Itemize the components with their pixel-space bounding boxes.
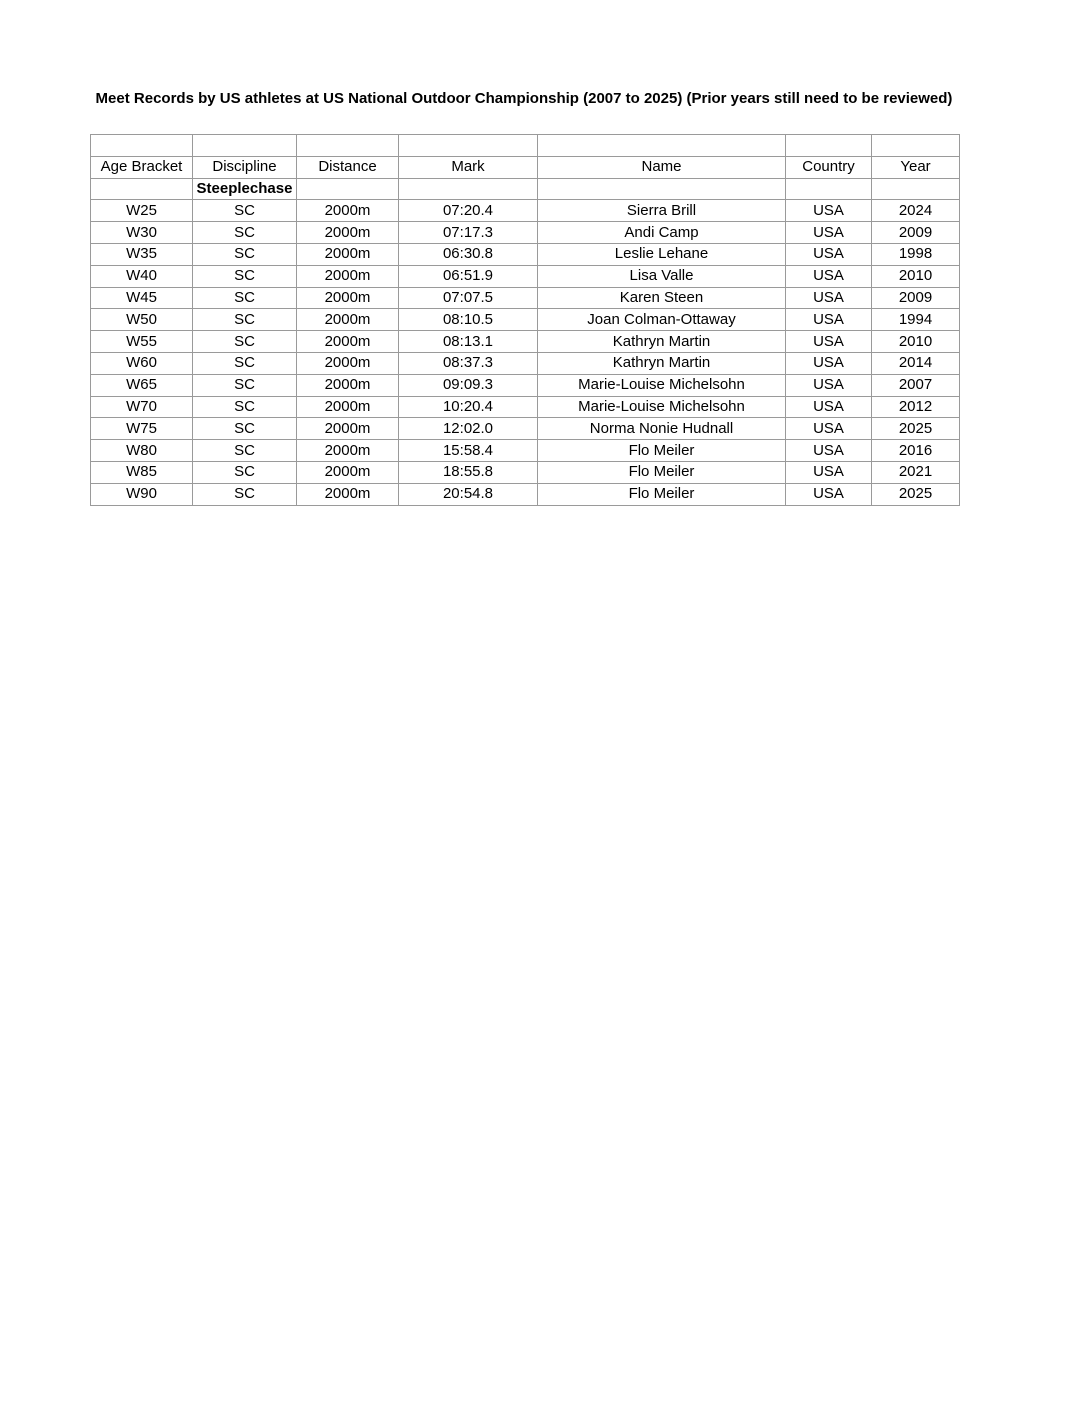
- cell-year: 2007: [872, 374, 960, 396]
- cell-age-bracket: W50: [91, 309, 193, 331]
- cell-mark: 08:13.1: [399, 331, 538, 353]
- table-row: [91, 461, 960, 483]
- cell-mark: 06:51.9: [399, 265, 538, 287]
- cell-mark: 08:37.3: [399, 352, 538, 374]
- cell-country: USA: [786, 309, 872, 331]
- cell-country: USA: [786, 331, 872, 353]
- records-table: [90, 134, 960, 506]
- table-row: [91, 309, 960, 331]
- cell-mark: 10:20.4: [399, 396, 538, 418]
- cell-year: 1998: [872, 243, 960, 265]
- table-row: [91, 374, 960, 396]
- cell-country: USA: [786, 374, 872, 396]
- cell-mark: 08:10.5: [399, 309, 538, 331]
- cell-athlete-name: Flo Meiler: [538, 483, 786, 505]
- table-row: [91, 200, 960, 222]
- cell-distance: 2000m: [297, 483, 399, 505]
- table-row: [91, 222, 960, 244]
- cell-mark: 15:58.4: [399, 440, 538, 462]
- cell-discipline: SC: [193, 440, 297, 462]
- table-row: [91, 396, 960, 418]
- cell-age-bracket: W85: [91, 461, 193, 483]
- cell-year: 2009: [872, 287, 960, 309]
- cell-year: 2010: [872, 265, 960, 287]
- cell-athlete-name: Lisa Valle: [538, 265, 786, 287]
- cell-discipline: SC: [193, 461, 297, 483]
- header-country: Country: [786, 156, 872, 178]
- cell-discipline: SC: [193, 287, 297, 309]
- cell-discipline: SC: [193, 265, 297, 287]
- cell-mark: 07:20.4: [399, 200, 538, 222]
- cell-country: USA: [786, 287, 872, 309]
- cell-discipline: SC: [193, 352, 297, 374]
- page-title: Meet Records by US athletes at US National Outdoor Championship (2007 to 2025) (Prior years still need to be reviewed): [95, 90, 953, 107]
- cell-age-bracket: W35: [91, 243, 193, 265]
- cell-discipline: SC: [193, 331, 297, 353]
- header-age-bracket: Age Bracket: [91, 156, 193, 178]
- blank-row: [91, 135, 960, 157]
- cell-year: 2016: [872, 440, 960, 462]
- cell-distance: 2000m: [297, 440, 399, 462]
- cell-mark: 07:17.3: [399, 222, 538, 244]
- cell-distance: 2000m: [297, 352, 399, 374]
- cell-year: 2009: [872, 222, 960, 244]
- cell-distance: 2000m: [297, 265, 399, 287]
- section-label: Steeplechase: [193, 178, 297, 200]
- cell-country: USA: [786, 222, 872, 244]
- table-row: [91, 265, 960, 287]
- cell-distance: 2000m: [297, 243, 399, 265]
- cell-age-bracket: W80: [91, 440, 193, 462]
- cell-year: 2025: [872, 483, 960, 505]
- cell-age-bracket: W65: [91, 374, 193, 396]
- cell-distance: 2000m: [297, 287, 399, 309]
- cell-country: USA: [786, 352, 872, 374]
- cell-discipline: SC: [193, 483, 297, 505]
- cell-country: USA: [786, 483, 872, 505]
- section-row: [91, 178, 960, 200]
- table-row: [91, 331, 960, 353]
- cell-year: 1994: [872, 309, 960, 331]
- table-row: [91, 243, 960, 265]
- cell-distance: 2000m: [297, 331, 399, 353]
- cell-year: 2024: [872, 200, 960, 222]
- cell-athlete-name: Joan Colman-Ottaway: [538, 309, 786, 331]
- cell-athlete-name: Marie-Louise Michelsohn: [538, 396, 786, 418]
- cell-country: USA: [786, 200, 872, 222]
- cell-mark: 20:54.8: [399, 483, 538, 505]
- cell-discipline: SC: [193, 396, 297, 418]
- cell-country: USA: [786, 418, 872, 440]
- cell-distance: 2000m: [297, 374, 399, 396]
- table-row: [91, 352, 960, 374]
- cell-distance: 2000m: [297, 396, 399, 418]
- cell-athlete-name: Kathryn Martin: [538, 352, 786, 374]
- cell-age-bracket: W55: [91, 331, 193, 353]
- cell-athlete-name: Flo Meiler: [538, 440, 786, 462]
- cell-athlete-name: Norma Nonie Hudnall: [538, 418, 786, 440]
- cell-year: 2010: [872, 331, 960, 353]
- cell-country: USA: [786, 440, 872, 462]
- cell-age-bracket: W90: [91, 483, 193, 505]
- header-mark: Mark: [399, 156, 538, 178]
- cell-mark: 18:55.8: [399, 461, 538, 483]
- cell-country: USA: [786, 396, 872, 418]
- cell-discipline: SC: [193, 418, 297, 440]
- header-distance: Distance: [297, 156, 399, 178]
- cell-distance: 2000m: [297, 200, 399, 222]
- cell-age-bracket: W70: [91, 396, 193, 418]
- cell-athlete-name: Leslie Lehane: [538, 243, 786, 265]
- table-row: [91, 440, 960, 462]
- cell-distance: 2000m: [297, 418, 399, 440]
- cell-age-bracket: W40: [91, 265, 193, 287]
- cell-age-bracket: W60: [91, 352, 193, 374]
- cell-country: USA: [786, 461, 872, 483]
- cell-mark: 12:02.0: [399, 418, 538, 440]
- cell-age-bracket: W45: [91, 287, 193, 309]
- cell-discipline: SC: [193, 374, 297, 396]
- table-row: [91, 287, 960, 309]
- cell-discipline: SC: [193, 222, 297, 244]
- header-name: Name: [538, 156, 786, 178]
- cell-year: 2025: [872, 418, 960, 440]
- cell-athlete-name: Sierra Brill: [538, 200, 786, 222]
- cell-year: 2021: [872, 461, 960, 483]
- cell-discipline: SC: [193, 309, 297, 331]
- cell-athlete-name: Marie-Louise Michelsohn: [538, 374, 786, 396]
- header-discipline: Discipline: [193, 156, 297, 178]
- table-row: [91, 418, 960, 440]
- cell-athlete-name: Karen Steen: [538, 287, 786, 309]
- cell-athlete-name: Andi Camp: [538, 222, 786, 244]
- cell-year: 2014: [872, 352, 960, 374]
- header-row: [91, 156, 960, 178]
- cell-distance: 2000m: [297, 222, 399, 244]
- cell-country: USA: [786, 265, 872, 287]
- cell-age-bracket: W30: [91, 222, 193, 244]
- cell-discipline: SC: [193, 243, 297, 265]
- cell-country: USA: [786, 243, 872, 265]
- cell-discipline: SC: [193, 200, 297, 222]
- header-year: Year: [872, 156, 960, 178]
- cell-mark: 07:07.5: [399, 287, 538, 309]
- cell-mark: 09:09.3: [399, 374, 538, 396]
- cell-athlete-name: Flo Meiler: [538, 461, 786, 483]
- cell-athlete-name: Kathryn Martin: [538, 331, 786, 353]
- cell-age-bracket: W75: [91, 418, 193, 440]
- cell-distance: 2000m: [297, 309, 399, 331]
- cell-age-bracket: W25: [91, 200, 193, 222]
- table-row: [91, 483, 960, 505]
- cell-distance: 2000m: [297, 461, 399, 483]
- cell-year: 2012: [872, 396, 960, 418]
- cell-mark: 06:30.8: [399, 243, 538, 265]
